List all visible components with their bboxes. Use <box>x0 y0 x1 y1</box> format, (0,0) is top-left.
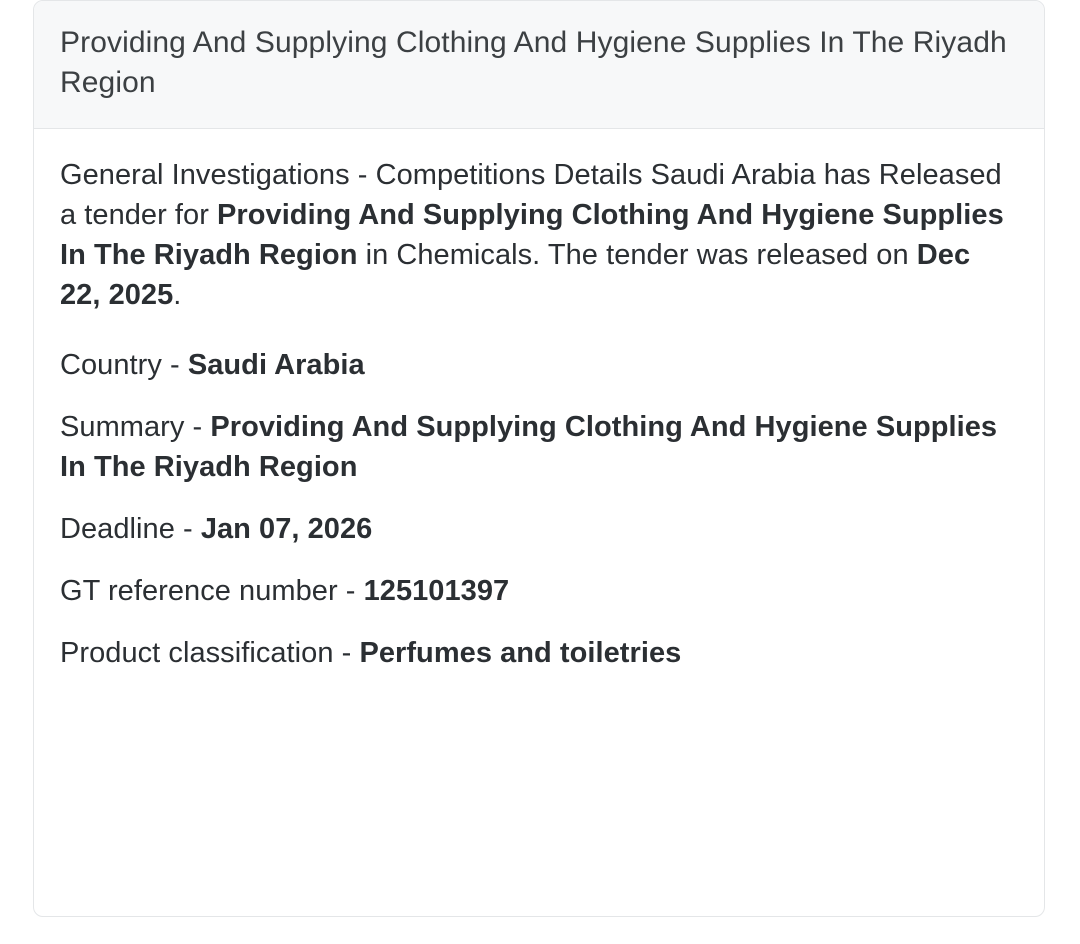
field-deadline-separator: - <box>182 513 193 546</box>
field-product-classification-value: Perfumes and toiletries <box>359 637 682 670</box>
field-summary-separator: - <box>192 411 203 444</box>
field-deadline-value: Jan 07, 2026 <box>200 513 373 546</box>
field-country <box>60 345 1018 385</box>
field-deadline-label: Deadline <box>60 513 175 546</box>
field-country-separator: - <box>170 349 180 382</box>
field-product-classification-label: Product classification <box>60 637 334 670</box>
field-deadline <box>60 509 1018 549</box>
tender-detail-card <box>33 0 1045 917</box>
field-country-value: Saudi Arabia <box>187 349 365 382</box>
description-suffix: . <box>173 279 182 312</box>
description-prefix: General Investigations - Competitions Details Saudi Arabia has Released a tender for <box>60 159 1002 232</box>
field-gt-reference-number-value: 125101397 <box>363 575 510 608</box>
description-release-date: Dec 22, 2025 <box>60 239 971 312</box>
field-gt-reference-number <box>60 571 1018 611</box>
field-summary-label: Summary <box>60 411 185 444</box>
page-title: Providing And Supplying Clothing And Hygiene Supplies In The Riyadh Region <box>60 26 1007 99</box>
field-summary-value: Providing And Supplying Clothing And Hygiene Supplies In The Riyadh Region <box>60 411 998 484</box>
description-middle: in Chemicals. The tender was released on <box>357 239 917 272</box>
card-header <box>34 1 1044 129</box>
tender-description <box>60 155 1018 315</box>
field-gt-reference-number-label: GT reference number <box>60 575 338 608</box>
field-product-classification-separator: - <box>341 637 352 670</box>
field-summary <box>60 407 1018 487</box>
description-tender-name: Providing And Supplying Clothing And Hygiene Supplies In The Riyadh Region <box>60 199 1004 272</box>
card-body <box>34 129 1044 673</box>
field-product-classification <box>60 633 1018 673</box>
field-gt-reference-number-separator: - <box>345 575 356 608</box>
field-country-label: Country <box>60 349 162 382</box>
